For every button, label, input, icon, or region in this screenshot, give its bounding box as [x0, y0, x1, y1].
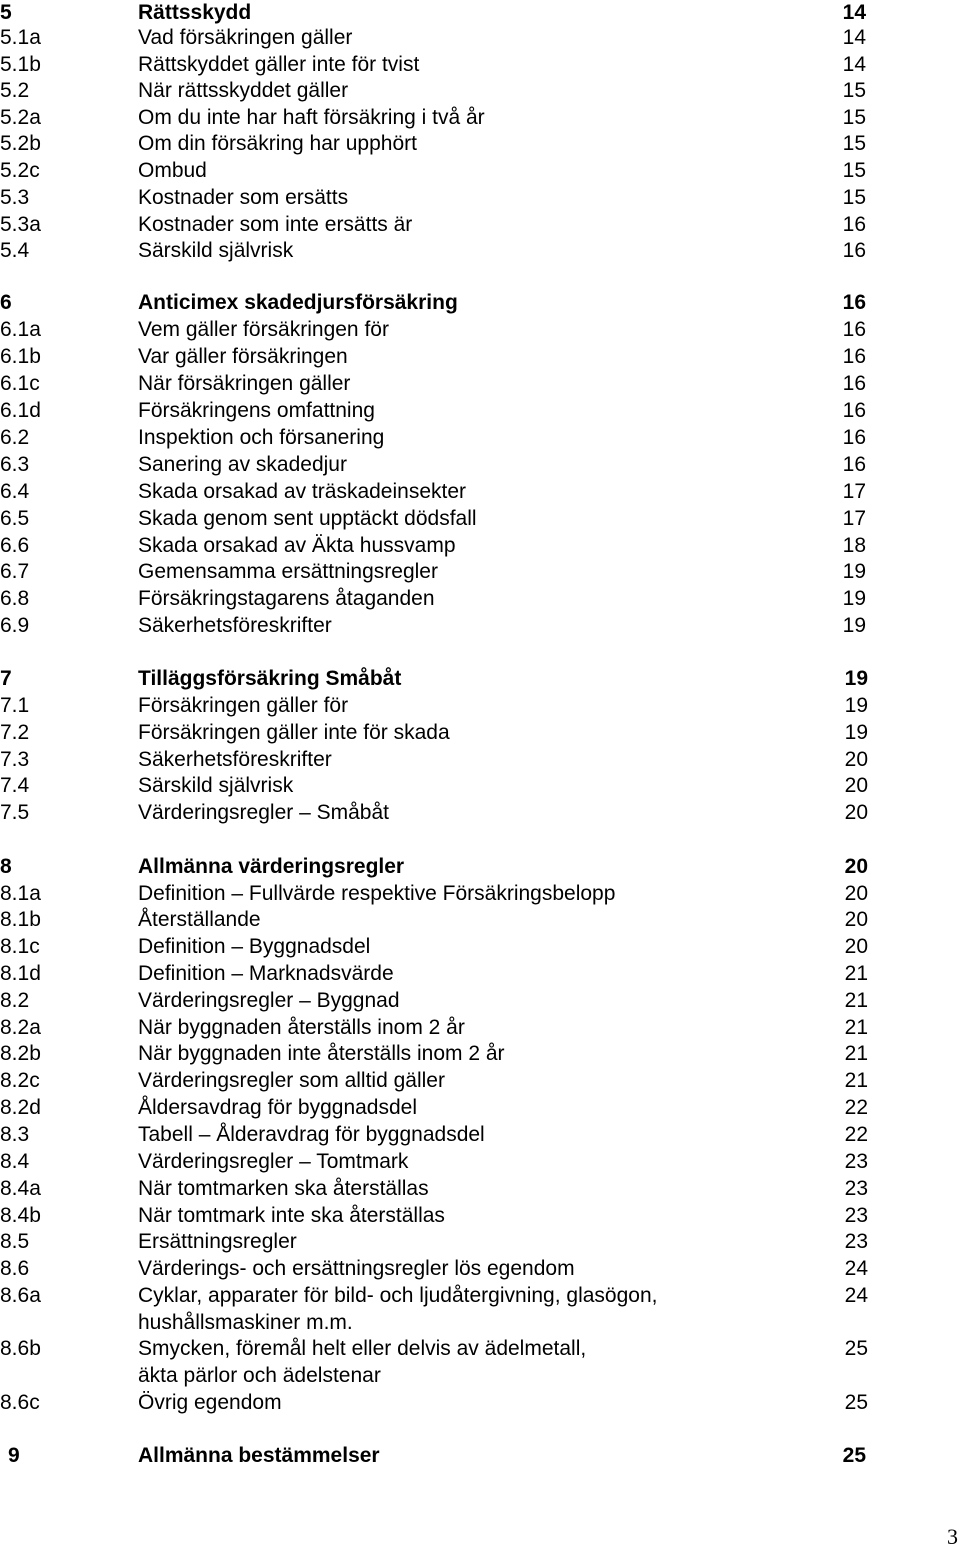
toc-entry-page: 19 [844, 694, 868, 717]
toc-entry-title: Ersättningsregler [138, 1230, 297, 1253]
toc-entry-number: 6.1c [0, 372, 40, 395]
toc-entry [0, 934, 960, 960]
toc-entry-page: 21 [844, 1042, 868, 1065]
toc-entry-title: Skada orsakad av Äkta hussvamp [138, 534, 456, 557]
toc-entry [0, 479, 960, 505]
toc-entry [0, 0, 960, 26]
toc-entry-number: 6.4 [0, 480, 30, 503]
toc-entry-page: 23 [844, 1150, 868, 1173]
toc-entry-title: Försäkringens omfattning [138, 399, 375, 422]
toc-entry [0, 1229, 960, 1255]
toc-entry-title: Vad försäkringen gäller [138, 26, 353, 49]
toc-entry-title: Åldersavdrag för byggnadsdel [138, 1096, 418, 1119]
toc-entry-number: 8.2d [0, 1096, 41, 1119]
toc-entry-title: Särskild självrisk [138, 774, 294, 797]
toc-entry-page: 14 [842, 53, 866, 76]
toc-entry-page: 16 [842, 372, 866, 395]
toc-entry-title: Värderingsregler – Tomtmark [138, 1150, 409, 1173]
toc-entry-title: Försäkringen gäller inte för skada [138, 721, 450, 744]
toc-entry-title: När försäkringen gäller [138, 372, 351, 395]
toc-entry-page: 20 [844, 935, 868, 958]
toc-entry-title: Skada genom sent upptäckt dödsfall [138, 507, 477, 530]
toc-entry [0, 1390, 960, 1416]
toc-entry [0, 1443, 960, 1469]
toc-entry-page: 25 [844, 1337, 868, 1360]
toc-entry-page: 15 [842, 132, 866, 155]
toc-entry-number: 8.6c [0, 1391, 40, 1414]
toc-entry-page: 21 [844, 1069, 868, 1092]
toc-entry-title: Anticimex skadedjursförsäkring [138, 291, 458, 314]
toc-entry-title: Värderingsregler – Byggnad [138, 989, 400, 1012]
toc-entry-page: 18 [842, 534, 866, 557]
toc-entry-title: Definition – Fullvärde respektive Försäkringsbelopp [138, 882, 616, 905]
toc-entry-page: 19 [842, 587, 866, 610]
toc-entry-number: 8.2 [0, 989, 30, 1012]
toc-entry [0, 1122, 960, 1148]
toc-entry-title: Tabell – Ålderavdrag för byggnadsdel [138, 1123, 485, 1146]
toc-entry-number: 8.6b [0, 1337, 41, 1360]
toc-entry [0, 1068, 960, 1094]
toc-entry [0, 1095, 960, 1121]
toc-entry-number: 8.3 [0, 1123, 30, 1146]
toc-entry-number: 6.6 [0, 534, 30, 557]
toc-entry-title: Definition – Marknadsvärde [138, 962, 394, 985]
toc-entry-title: Ombud [138, 159, 207, 182]
toc-entry-title: När rättsskyddet gäller [138, 79, 349, 102]
toc-entry [0, 506, 960, 532]
toc-entry-page: 21 [844, 989, 868, 1012]
toc-entry-number: 8.2b [0, 1042, 41, 1065]
toc-entry-number: 5.3a [0, 213, 41, 236]
toc-entry-page: 16 [842, 213, 866, 236]
toc-entry-page: 21 [844, 1016, 868, 1039]
toc-entry-number: 6.9 [0, 614, 30, 637]
toc-entry [0, 773, 960, 799]
toc-entry [0, 212, 960, 238]
toc-entry-page: 15 [842, 106, 866, 129]
toc-entry-page: 15 [842, 186, 866, 209]
toc-entry-number: 8.2c [0, 1069, 40, 1092]
toc-entry [0, 78, 960, 104]
toc-entry [0, 317, 960, 343]
toc-entry-page: 22 [844, 1096, 868, 1119]
toc-entry [0, 1203, 960, 1229]
toc-entry-title: Rättskyddet gäller inte för tvist [138, 53, 420, 76]
toc-entry-page: 21 [844, 962, 868, 985]
toc-entry-title: Vem gäller försäkringen för [138, 318, 389, 341]
toc-entry-number: 8.2a [0, 1016, 41, 1039]
toc-entry [0, 290, 960, 316]
toc-entry-page: 23 [844, 1204, 868, 1227]
toc-entry-title: När tomtmark inte ska återställas [138, 1204, 445, 1227]
toc-entry-number: 8.4a [0, 1177, 41, 1200]
toc-entry-page: 16 [842, 399, 866, 422]
toc-entry-page: 20 [844, 855, 868, 878]
toc-entry-number: 8.1a [0, 882, 41, 905]
toc-entry-page: 19 [844, 721, 868, 744]
toc-entry-number: 7.2 [0, 721, 30, 744]
toc-entry [0, 52, 960, 78]
toc-entry [0, 559, 960, 585]
toc-entry-number: 8.4 [0, 1150, 30, 1173]
toc-entry-number: 5.2a [0, 106, 41, 129]
toc-entry-title: Säkerhetsföreskrifter [138, 614, 332, 637]
toc-entry [0, 1149, 960, 1175]
toc-entry-page: 16 [842, 345, 866, 368]
toc-entry-number: 8.1c [0, 935, 40, 958]
toc-entry [0, 344, 960, 370]
toc-entry-title: Definition – Byggnadsdel [138, 935, 371, 958]
toc-entry-title: Cyklar, apparater för bild- och ljudåtergivning, glasögon, [138, 1284, 658, 1307]
toc-entry-page: 25 [844, 1391, 868, 1414]
toc-entry-title: Tilläggsförsäkring Småbåt [138, 667, 402, 690]
toc-entry [0, 1015, 960, 1041]
toc-entry-page: 15 [842, 159, 866, 182]
toc-entry [0, 371, 960, 397]
toc-entry-page: 17 [842, 507, 866, 530]
toc-entry-title: Försäkringen gäller för [138, 694, 349, 717]
toc-entry-title: Värderingsregler som alltid gäller [138, 1069, 445, 1092]
page-number: 3 [947, 1524, 958, 1549]
toc-entry-number: 9 [8, 1444, 20, 1467]
toc-entry-title: När byggnaden återställs inom 2 år [138, 1016, 465, 1039]
toc-entry-title: Skada orsakad av träskadeinsekter [138, 480, 467, 503]
toc-entry-number: 8.5 [0, 1230, 30, 1253]
toc-entry [0, 398, 960, 424]
toc-entry [0, 1176, 960, 1202]
toc-entry [0, 586, 960, 612]
toc-entry [0, 533, 960, 559]
toc-entry-number: 6.1b [0, 345, 41, 368]
toc-entry [0, 25, 960, 51]
toc-entry-page: 14 [842, 1, 866, 24]
toc-entry-title: Återställande [138, 908, 261, 931]
toc-entry-title-continued: äkta pärlor och ädelstenar [138, 1364, 381, 1387]
toc-entry [0, 961, 960, 987]
toc-entry-number: 7.1 [0, 694, 30, 717]
toc-entry-number: 6.1a [0, 318, 41, 341]
toc-entry-page: 19 [844, 667, 868, 690]
toc-entry [0, 854, 960, 880]
toc-entry-page: 19 [842, 560, 866, 583]
toc-entry-title: Gemensamma ersättningsregler [138, 560, 438, 583]
toc-entry-number: 6.1d [0, 399, 41, 422]
toc-entry [0, 747, 960, 773]
toc-entry-title: Rättsskydd [138, 1, 252, 24]
toc-entry-title: Särskild självrisk [138, 239, 294, 262]
toc-entry-number: 6 [0, 291, 12, 314]
toc-entry-page: 17 [842, 480, 866, 503]
toc-entry-page: 16 [842, 239, 866, 262]
toc-entry-page: 24 [844, 1284, 868, 1307]
toc-entry-title: Värderingsregler – Småbåt [138, 801, 389, 824]
toc-entry-page: 14 [842, 26, 866, 49]
toc-entry-number: 5.2b [0, 132, 41, 155]
toc-entry [0, 1283, 960, 1334]
toc-entry-page: 25 [842, 1444, 866, 1467]
toc-entry-page: 22 [844, 1123, 868, 1146]
toc-entry-title: Säkerhetsföreskrifter [138, 748, 332, 771]
toc-entry-number: 8.4b [0, 1204, 41, 1227]
toc-entry-number: 8.6 [0, 1257, 30, 1280]
toc-entry-title: När byggnaden inte återställs inom 2 år [138, 1042, 505, 1065]
toc-entry-title-continued: hushållsmaskiner m.m. [138, 1311, 353, 1334]
toc-entry-number: 6.5 [0, 507, 30, 530]
toc-entry-title: Om din försäkring har upphört [138, 132, 417, 155]
toc-entry-number: 5.1a [0, 26, 41, 49]
toc-entry-title: Smycken, föremål helt eller delvis av ädelmetall, [138, 1337, 587, 1360]
toc-entry-number: 6.8 [0, 587, 30, 610]
toc-entry [0, 693, 960, 719]
toc-entry-title: Allmänna bestämmelser [138, 1444, 380, 1467]
toc-entry-number: 7.3 [0, 748, 30, 771]
toc-entry-number: 7.4 [0, 774, 30, 797]
toc-entry [0, 666, 960, 692]
toc-entry [0, 238, 960, 264]
toc-entry-title: Allmänna värderingsregler [138, 855, 405, 878]
toc-entry-number: 6.7 [0, 560, 30, 583]
toc-entry [0, 613, 960, 639]
toc-entry-title: Övrig egendom [138, 1391, 282, 1414]
toc-entry [0, 1256, 960, 1282]
toc-entry-page: 19 [842, 614, 866, 637]
toc-entry-page: 20 [844, 908, 868, 931]
toc-entry-page: 16 [842, 426, 866, 449]
toc-entry-number: 5.2 [0, 79, 30, 102]
toc-entry-title: Sanering av skadedjur [138, 453, 347, 476]
toc-entry-page: 20 [844, 774, 868, 797]
toc-entry-title: Var gäller försäkringen [138, 345, 348, 368]
toc-entry-number: 7.5 [0, 801, 30, 824]
toc-entry [0, 988, 960, 1014]
toc-entry-title: När tomtmarken ska återställas [138, 1177, 429, 1200]
toc-entry-number: 7 [0, 667, 12, 690]
toc-entry [0, 425, 960, 451]
toc-entry-number: 5 [0, 1, 12, 24]
toc-entry-page: 16 [842, 453, 866, 476]
toc-entry-number: 5.4 [0, 239, 30, 262]
toc-entry-number: 8 [0, 855, 12, 878]
toc-entry-title: Försäkringstagarens åtaganden [138, 587, 435, 610]
toc-entry-page: 23 [844, 1177, 868, 1200]
toc-entry [0, 800, 960, 826]
toc-entry-page: 16 [842, 318, 866, 341]
toc-entry-title: Värderings- och ersättningsregler lös egendom [138, 1257, 575, 1280]
toc-entry-number: 6.2 [0, 426, 30, 449]
toc-entry-page: 20 [844, 748, 868, 771]
toc-entry-title: Inspektion och försanering [138, 426, 385, 449]
toc-entry [0, 907, 960, 933]
toc-entry [0, 452, 960, 478]
toc-entry [0, 1041, 960, 1067]
toc-entry-page: 15 [842, 79, 866, 102]
toc-entry [0, 105, 960, 131]
toc-entry-number: 6.3 [0, 453, 30, 476]
toc-entry [0, 720, 960, 746]
toc-entry [0, 1336, 960, 1387]
toc-entry-title: Kostnader som inte ersätts är [138, 213, 413, 236]
toc-entry-title: Om du inte har haft försäkring i två år [138, 106, 485, 129]
toc-entry-page: 24 [844, 1257, 868, 1280]
toc-entry-number: 8.1b [0, 908, 41, 931]
toc-entry [0, 881, 960, 907]
toc-entry [0, 158, 960, 184]
toc-entry-page: 23 [844, 1230, 868, 1253]
toc-entry-number: 5.1b [0, 53, 41, 76]
toc-entry-title: Kostnader som ersätts [138, 186, 349, 209]
toc-entry [0, 185, 960, 211]
toc-entry-number: 5.2c [0, 159, 40, 182]
toc-entry-number: 8.6a [0, 1284, 41, 1307]
toc-entry-number: 5.3 [0, 186, 30, 209]
toc-entry-page: 20 [844, 882, 868, 905]
toc-entry-page: 16 [842, 291, 866, 314]
toc-entry-page: 20 [844, 801, 868, 824]
toc-entry-number: 8.1d [0, 962, 41, 985]
toc-entry [0, 131, 960, 157]
